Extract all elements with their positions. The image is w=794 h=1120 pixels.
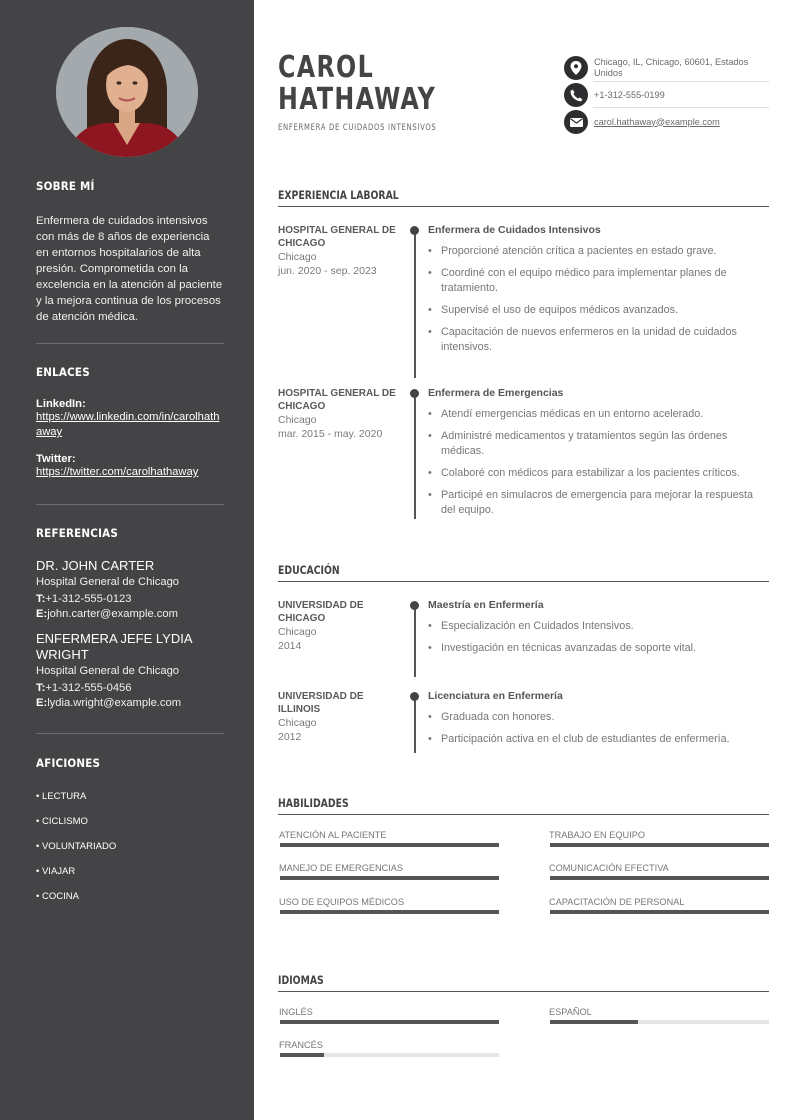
language-label: INGLÉS: [279, 1007, 313, 1017]
skill-bar-fill: [280, 910, 499, 914]
reference-email: [36, 607, 224, 622]
bullet-item: • Participé en simulacros de emergencia para mejorar la respuesta del equipo.: [428, 488, 769, 518]
language-label: ESPAÑOL: [549, 1007, 592, 1017]
reference-item: [36, 558, 224, 622]
date-range: jun. 2020 - sep. 2023: [278, 265, 377, 277]
skill-label: MANEJO DE EMERGENCIAS: [279, 863, 404, 873]
references-heading: REFERENCIAS: [36, 526, 118, 540]
language-bar: [280, 1053, 499, 1057]
degree: Maestría en Enfermería: [428, 599, 544, 611]
skill-bar: [550, 910, 769, 914]
degree: Licenciatura en Enfermería: [428, 690, 563, 702]
language-bar-fill: [550, 1020, 638, 1024]
hobby-item: • COCINA: [36, 891, 79, 902]
link-label: LinkedIn:: [36, 398, 86, 410]
language-bar-fill: [280, 1053, 324, 1057]
skill-bar-fill: [550, 910, 769, 914]
contact-email: [564, 110, 769, 134]
language-bar-fill: [280, 1020, 499, 1024]
bullet-item: • Proporcioné atención crítica a pacientes en estado grave.: [428, 244, 769, 259]
bullet-item: • Supervisé el uso de equipos médicos avanzados.: [428, 303, 769, 318]
name-line-last: HATHAWAY: [278, 82, 437, 117]
name-line-first: CAROL: [278, 50, 375, 85]
email-value: lydia.wright@example.com: [47, 697, 182, 709]
skill-bar: [550, 876, 769, 880]
experience-entry-details: [428, 386, 769, 518]
reference-phone: [36, 592, 224, 607]
section-heading-text: HABILIDADES: [278, 796, 349, 810]
divider: [36, 504, 224, 505]
skill-bar: [280, 910, 499, 914]
bullet-item: • Graduada con honores.: [428, 710, 769, 725]
location: Chicago: [278, 251, 317, 263]
skill-bar-fill: [280, 876, 499, 880]
phone-label: T:: [36, 682, 46, 694]
email-value: john.carter@example.com: [47, 608, 178, 620]
reference-org: Hospital General de Chicago: [36, 576, 180, 588]
skill-bar-fill: [280, 843, 499, 847]
skill-label: USO DE EQUIPOS MÉDICOS: [279, 897, 405, 907]
job-role: Enfermera de Emergencias: [428, 387, 564, 399]
bullet-item: • Especialización en Cuidados Intensivos.: [428, 619, 769, 634]
bullet-item: • Coordiné con el equipo médico para implementar planes de tratamiento.: [428, 266, 769, 296]
about-heading: SOBRE MÍ: [36, 179, 95, 193]
job-title: ENFERMERA DE CUIDADOS INTENSIVOS: [278, 123, 437, 133]
reference-name: DR. JOHN CARTER: [36, 558, 155, 573]
education-entry-details: [428, 689, 769, 747]
hobby-item: • VIAJAR: [36, 866, 76, 877]
avatar-illustration: [56, 27, 198, 157]
skill-bar-fill: [550, 876, 769, 880]
reference-item: [36, 631, 224, 711]
skill-label: COMUNICACIÓN EFECTIVA: [549, 863, 669, 873]
bullet-item: • Participación activa en el club de estudiantes de enfermería.: [428, 732, 769, 747]
contact-address: [564, 56, 769, 80]
profile-photo: [56, 27, 198, 157]
timeline-line: [414, 604, 416, 677]
email-link[interactable]: carol.hathaway@example.com: [594, 116, 720, 127]
experience-entry-meta: [278, 387, 398, 441]
address-text: Chicago, IL, Chicago, 60601, Estados Unidos: [594, 57, 749, 78]
reference-phone: [36, 681, 224, 696]
reference-name: ENFERMERA JEFE LYDIA WRIGHT: [36, 631, 192, 662]
experience-heading: [278, 188, 769, 207]
language-item: [279, 1006, 499, 1018]
skill-bar-fill: [550, 843, 769, 847]
hobby-item: • VOLUNTARIADO: [36, 841, 117, 852]
timeline-dot: [410, 601, 419, 610]
email-label: E:: [36, 697, 48, 709]
phone-value: +1-312-555-0123: [45, 593, 132, 605]
sidebar: [0, 0, 254, 1120]
location: Chicago: [278, 626, 317, 638]
phone-text: +1-312-555-0199: [594, 89, 665, 100]
education-heading: [278, 563, 769, 582]
skill-bar: [280, 843, 499, 847]
skills-heading: [278, 796, 769, 815]
skill-item: [549, 829, 769, 841]
link-item-linkedin: [36, 398, 224, 440]
language-item: [279, 1039, 499, 1051]
about-section: [36, 179, 224, 325]
link-label: Twitter:: [36, 453, 76, 465]
timeline-dot: [410, 226, 419, 235]
bullet-item: • Colaboré con médicos para estabilizar a los pacientes críticos.: [428, 466, 769, 481]
skill-bar: [550, 843, 769, 847]
graduation-year: 2012: [278, 731, 302, 743]
section-heading-text: EXPERIENCIA LABORAL: [278, 188, 399, 202]
skill-item: [279, 862, 499, 874]
skill-item: [279, 829, 499, 841]
institution: UNIVERSIDAD DE ILLINOIS: [278, 691, 364, 715]
employer: HOSPITAL GENERAL DE CHICAGO: [278, 225, 396, 249]
hobby-item: • CICLISMO: [36, 816, 88, 827]
phone-icon: [564, 83, 588, 107]
bullet-item: • Investigación en técnicas avanzadas de soporte vital.: [428, 641, 769, 656]
links-section: [36, 365, 224, 480]
language-item: [549, 1006, 769, 1018]
skill-item: [279, 896, 499, 908]
divider: [593, 81, 769, 82]
bullet-item: • Atendí emergencias médicas en un entorno acelerado.: [428, 407, 769, 422]
section-heading-text: IDIOMAS: [278, 973, 324, 987]
link-item-twitter: [36, 453, 224, 480]
hobby-item: • LECTURA: [36, 791, 87, 802]
location: Chicago: [278, 414, 317, 426]
education-entry-meta: [278, 690, 398, 744]
experience-entry-details: [428, 223, 769, 355]
hobbies-heading: AFICIONES: [36, 756, 101, 770]
divider: [36, 733, 224, 734]
phone-value: +1-312-555-0456: [45, 682, 132, 694]
envelope-icon: [564, 110, 588, 134]
employer: HOSPITAL GENERAL DE CHICAGO: [278, 388, 396, 412]
language-bar: [280, 1020, 499, 1024]
reference-email: [36, 696, 224, 711]
language-bar: [550, 1020, 769, 1024]
candidate-name: [278, 52, 507, 116]
reference-org: Hospital General de Chicago: [36, 665, 180, 677]
timeline-dot: [410, 692, 419, 701]
languages-heading: [278, 973, 769, 992]
references-section: [36, 526, 224, 711]
timeline-line: [414, 229, 416, 378]
about-text: Enfermera de cuidados intensivos con más de 8 años de experiencia en entornos hospitalarios de alta presión. Comprometida con la excelencia en la atención al paciente y la mejora continua de los procesos de atención médica.: [36, 215, 223, 323]
bullet-item: • Administré medicamentos y tratamientos según las órdenes médicas.: [428, 429, 769, 459]
email-label: E:: [36, 608, 48, 620]
graduation-year: 2014: [278, 640, 302, 652]
skill-label: TRABAJO EN EQUIPO: [549, 830, 645, 840]
links-heading: ENLACES: [36, 365, 90, 379]
divider: [593, 107, 769, 108]
skill-item: [549, 896, 769, 908]
location: Chicago: [278, 717, 317, 729]
twitter-link[interactable]: https://twitter.com/carolhathaway: [36, 466, 199, 478]
skill-bar: [280, 876, 499, 880]
skill-label: ATENCIÓN AL PACIENTE: [279, 830, 387, 840]
language-label: FRANCÉS: [279, 1040, 323, 1050]
date-range: mar. 2015 - may. 2020: [278, 428, 383, 440]
timeline-dot: [410, 389, 419, 398]
institution: UNIVERSIDAD DE CHICAGO: [278, 600, 364, 624]
timeline-line: [414, 695, 416, 753]
bullet-item: • Capacitación de nuevos enfermeros en la unidad de cuidados intensivos.: [428, 325, 769, 355]
phone-label: T:: [36, 593, 46, 605]
section-heading-text: EDUCACIÓN: [278, 563, 340, 577]
education-entry-meta: [278, 599, 398, 653]
contact-phone: [564, 83, 769, 107]
linkedin-link[interactable]: https://www.linkedin.com/in/carolhathaway: [36, 411, 220, 438]
timeline-line: [414, 392, 416, 519]
experience-entry-meta: [278, 224, 398, 278]
hobbies-section: [36, 756, 224, 915]
education-entry-details: [428, 598, 769, 656]
divider: [36, 343, 224, 344]
location-pin-icon: [564, 56, 588, 80]
skill-label: CAPACITACIÓN DE PERSONAL: [549, 897, 685, 907]
skill-item: [549, 862, 769, 874]
job-role: Enfermera de Cuidados Intensivos: [428, 224, 601, 236]
